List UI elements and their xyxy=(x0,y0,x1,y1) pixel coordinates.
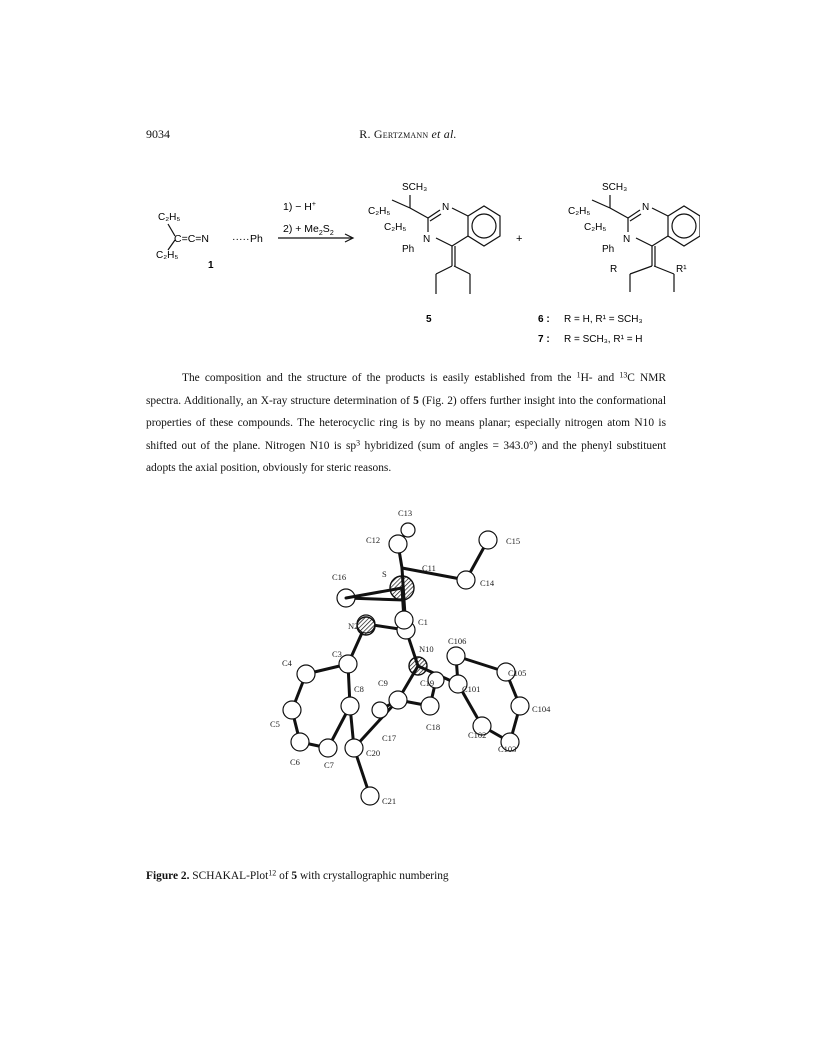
atom-c8: C8 xyxy=(354,684,364,694)
condition-step1: 1) − H+ xyxy=(283,201,316,213)
atom-c17: C17 xyxy=(382,733,397,743)
product5-n-bottom: N xyxy=(423,234,431,245)
atom-c105: C105 xyxy=(508,668,527,678)
reactant-label: 1 xyxy=(208,260,214,271)
atom-s: S xyxy=(382,569,387,579)
atom-c15: C15 xyxy=(506,536,521,546)
product5-label: 5 xyxy=(426,314,432,325)
atom-c4: C4 xyxy=(282,658,292,668)
author-name: R. Gertzmann xyxy=(359,127,429,141)
page-number: 9034 xyxy=(146,127,170,141)
product5-sch3: SCH₃ xyxy=(402,182,428,193)
paragraph-text: The composition and the structure of the products is easily established from the $^1$H- and $^{13}$C NMR spectra. Additionally, an X-ray structure determination of 5 (Fig. 2) offers further insight into the conformational properties of these compounds. The heterocyclic ring is by no means planar; especially nitrogen atom N10 is shifted out of the plane. Nitrogen N10 is $sp^3$ hybridized (sum of angles = 343.0°) and the phenyl substituent adopts the axial position, obviously for steric reasons. xyxy=(146,370,667,475)
body-paragraph xyxy=(146,367,666,480)
atom-n2: N2 xyxy=(348,621,359,631)
product6-n-top: N xyxy=(642,202,650,213)
product5-ph: Ph xyxy=(402,244,415,255)
product5-c2h5-b: C₂H₅ xyxy=(384,222,407,233)
atom-c102: C102 xyxy=(468,730,487,740)
product5-n-top: N xyxy=(442,202,450,213)
reactant-c2h5-top: C₂H₅ xyxy=(158,212,181,223)
product6-label-num: 6 : xyxy=(538,314,550,325)
atom-c101: C101 xyxy=(462,684,481,694)
reactant-c2h5-bottom: C₂H₅ xyxy=(156,250,179,261)
atom-c104: C104 xyxy=(532,704,551,714)
reactant-ccn: C=C=N xyxy=(174,233,210,245)
product7-label-num: 7 : xyxy=(538,334,550,345)
atom-c21: C21 xyxy=(382,796,397,806)
product5-c2h5-a: C₂H₅ xyxy=(368,206,391,217)
product7-label-def: R = SCH₃, R¹ = H xyxy=(564,334,643,345)
author-etal: et al. xyxy=(431,127,457,141)
reactant-ph: Ph xyxy=(250,233,263,245)
atom-c16: C16 xyxy=(332,572,347,582)
running-head-authors xyxy=(0,127,816,142)
condition-step2: $2) + Me_2S_2$ xyxy=(283,223,334,237)
plus-sign: + xyxy=(516,233,523,245)
reactant-dots: ····· xyxy=(232,233,250,245)
atom-c106: C106 xyxy=(448,636,467,646)
atom-c103: C103 xyxy=(498,744,517,754)
atom-c18: C18 xyxy=(426,722,441,732)
atom-c13: C13 xyxy=(398,508,413,518)
running-header xyxy=(0,127,816,147)
atom-c5: C5 xyxy=(270,719,280,729)
product6-label-def: R = H, R¹ = SCH₃ xyxy=(564,314,643,325)
product6-n-bottom: N xyxy=(623,234,631,245)
atom-c7: C7 xyxy=(324,760,334,770)
atom-c6: C6 xyxy=(290,757,300,767)
atom-c19: C19 xyxy=(420,678,435,688)
atom-c14: C14 xyxy=(480,578,495,588)
reaction-scheme xyxy=(140,170,700,360)
figure-caption: Figure 2. SCHAKAL-Plot$^{12}$ of 5 with crystallographic numbering xyxy=(146,868,449,882)
atom-c1: C1 xyxy=(418,617,428,627)
atom-c11: C11 xyxy=(422,563,436,573)
crystal-structure-figure xyxy=(270,500,570,820)
product6-r1: R¹ xyxy=(676,264,687,275)
caption-label: Figure 2. xyxy=(146,870,190,882)
atom-n10: N10 xyxy=(419,644,434,654)
atom-c12: C12 xyxy=(366,535,381,545)
product6-sch3: SCH₃ xyxy=(602,182,628,193)
atom-c20: C20 xyxy=(366,748,381,758)
atom-c9: C9 xyxy=(378,678,388,688)
atom-c3: C3 xyxy=(332,649,342,659)
product6-r: R xyxy=(610,264,618,275)
product6-ph: Ph xyxy=(602,244,615,255)
product6-c2h5-a: C₂H₅ xyxy=(568,206,591,217)
product6-c2h5-b: C₂H₅ xyxy=(584,222,607,233)
